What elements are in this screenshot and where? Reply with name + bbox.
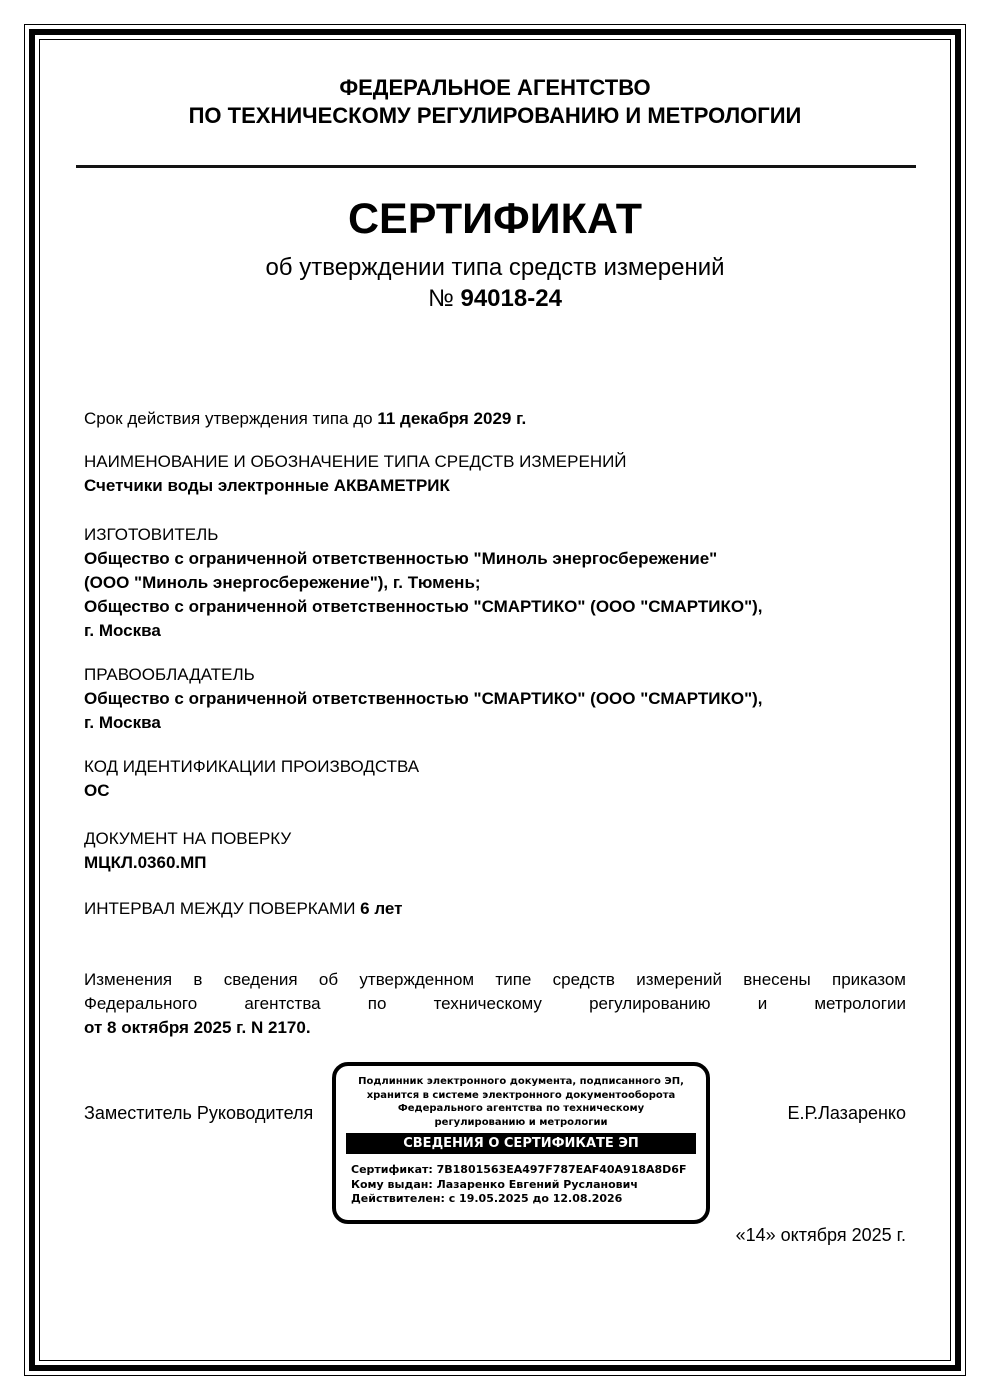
manufacturer-line: Общество с ограниченной ответственностью "СМАРТИКО" (ООО "СМАРТИКО"), (84, 597, 763, 616)
header-divider (76, 165, 916, 168)
manufacturer-line: (ООО "Миноль энергосбережение"), г. Тюмень; (84, 573, 481, 592)
validity-label: Срок действия утверждения типа до (84, 409, 378, 428)
production-code-value: ОС (84, 781, 110, 800)
agency-name-line1: ФЕДЕРАЛЬНОЕ АГЕНТСТВО (339, 75, 651, 100)
certificate-subtitle: об утверждении типа средств измерений (265, 254, 725, 281)
production-code-label: КОД ИДЕНТИФИКАЦИИ ПРОИЗВОДСТВА (84, 757, 420, 776)
signature-name: Е.Р.Лазаренко (787, 1103, 906, 1123)
production-code-section (84, 755, 906, 803)
verification-document-value: МЦКЛ.0360.МП (84, 853, 207, 872)
certificate-title: СЕРТИФИКАТ (347, 195, 643, 243)
stamp-header-line: регулированию и метрологии (434, 1116, 608, 1128)
amendments-line1: Изменения в сведения об утвержденном типе средств измерений внесены приказом (84, 970, 906, 989)
stamp-valid-line: Действителен: с 19.05.2025 до 12.08.2026 (351, 1192, 623, 1205)
stamp-header-line: Федерального агентства по техническому (397, 1103, 645, 1114)
manufacturer-line: г. Москва (84, 621, 161, 640)
stamp-details (351, 1163, 706, 1207)
verification-interval-value: 6 лет (360, 899, 403, 918)
manufacturer-section (84, 523, 906, 643)
verification-interval-label: ИНТЕРВАЛ МЕЖДУ ПОВЕРКАМИ (84, 899, 361, 918)
stamp-title-bar: СВЕДЕНИЯ О СЕРТИФИКАТЕ ЭП (346, 1133, 696, 1154)
stamp-header-line: хранится в системе электронного документооборота (366, 1089, 676, 1101)
stamp-header-line: Подлинник электронного документа, подписанного ЭП, (358, 1076, 684, 1087)
agency-name-line2: ПО ТЕХНИЧЕСКОМУ РЕГУЛИРОВАНИЮ И МЕТРОЛОГИИ (188, 103, 802, 128)
rights-holder-line: Общество с ограниченной ответственностью "СМАРТИКО" (ООО "СМАРТИКО"), (84, 689, 763, 708)
issue-date: «14» октября 2025 г. (735, 1225, 906, 1245)
stamp-header (336, 1075, 706, 1129)
esign-stamp (332, 1062, 710, 1224)
stamp-certificate-line: Сертификат: 7B1801563EA497F787EAF40A918A8D6F (351, 1163, 687, 1176)
rights-holder-section (84, 663, 906, 735)
amendments-line2: Федерального агентства по техническому регулированию и метрологии (84, 994, 906, 1013)
verification-document-label: ДОКУМЕНТ НА ПОВЕРКУ (84, 829, 292, 848)
amendments-line3: от 8 октября 2025 г. N 2170. (84, 1018, 311, 1037)
certificate-number-prefix: № (428, 285, 461, 312)
agency-header (0, 74, 990, 130)
manufacturer-label: ИЗГОТОВИТЕЛЬ (84, 525, 219, 544)
manufacturer-line: Общество с ограниченной ответственностью "Миноль энергосбережение" (84, 549, 718, 568)
stamp-issued-to-line: Кому выдан: Лазаренко Евгений Русланович (351, 1177, 638, 1191)
verification-interval-line (84, 897, 906, 921)
signature-role: Заместитель Руководителя (84, 1103, 314, 1123)
type-name-label: НАИМЕНОВАНИЕ И ОБОЗНАЧЕНИЕ ТИПА СРЕДСТВ ИЗМЕРЕНИЙ (84, 452, 627, 471)
certificate-number-value: 94018-24 (460, 285, 562, 312)
verification-document-section (84, 827, 906, 875)
type-name-section (84, 450, 906, 498)
certificate-number (0, 285, 990, 313)
rights-holder-label: ПРАВООБЛАДАТЕЛЬ (84, 665, 255, 684)
validity-line (84, 407, 906, 431)
rights-holder-line: г. Москва (84, 713, 161, 732)
validity-value: 11 декабря 2029 г. (377, 409, 527, 428)
amendments-paragraph (84, 968, 906, 1040)
type-name-value: Счетчики воды электронные АКВАМЕТРИК (84, 476, 450, 495)
